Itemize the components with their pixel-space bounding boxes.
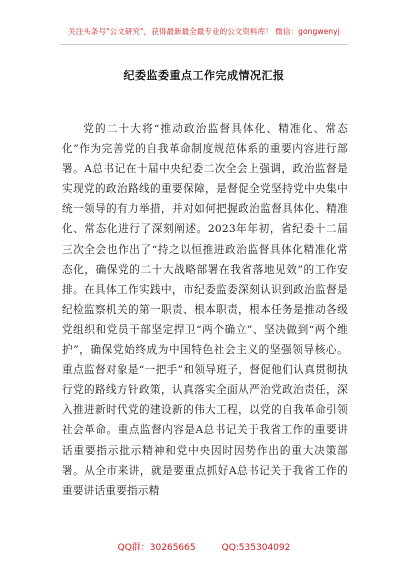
header-divider — [60, 44, 348, 45]
document-body-paragraph: 党的二十大将“推动政治监督具体化、精准化、常态化”作为完善党的自我革命制度规范体系的重要内容进行部署。A总书记在十届中央纪委二次全会上强调，政治监督是实现党的政治路线的重要保障，是督促全党坚持党中央集中统一领导的有力举措，并对如何把握政治监督具体化、精准化、常态化进行了深刻阐述。2023年年初，省纪委十二届三次全会也作出了“持之以恒推进政治监督具体化精准化常态化，确保党的二十大战略部署在我省落地见效”的工作安排。在具体工作实践中，市纪委监委深刻认识到政治监督是纪检监察机关的第一职责、根本职责，根本任务是推动各级党组织和党员干部坚定捍卫“两个确立”、坚决做到“两个维护”，确保党始终成为中国特色社会主义的坚强领导核心。重点监督对象是“一把手”和领导班子，督促他们认真贯彻执行党的路线方针政策，认真落实全面从严治党政治责任，深入推进新时代党的建设新的伟大工程，以党的自我革命引领社会革命。重点监督内容是A总书记关于我省工作的重要讲话重要指示批示精神和党中央因时因势作出的重大决策部署。从全市来讲，就是要重点抓好A总书记关于我省工作的重要讲话重要指示精 — [62, 123, 348, 497]
footer-contact — [0, 540, 408, 553]
footer-qq-group: QQ群：30265665 — [117, 543, 196, 553]
footer-qq-number: QQ:535304092 — [221, 543, 291, 553]
document-title: 纪委监委重点工作完成情况汇报 — [123, 69, 285, 82]
header-promo-text: 关注头条号"公文研究"，获得最新最全最专业的公文资料库！ 微信：gongwenyj — [68, 27, 340, 36]
